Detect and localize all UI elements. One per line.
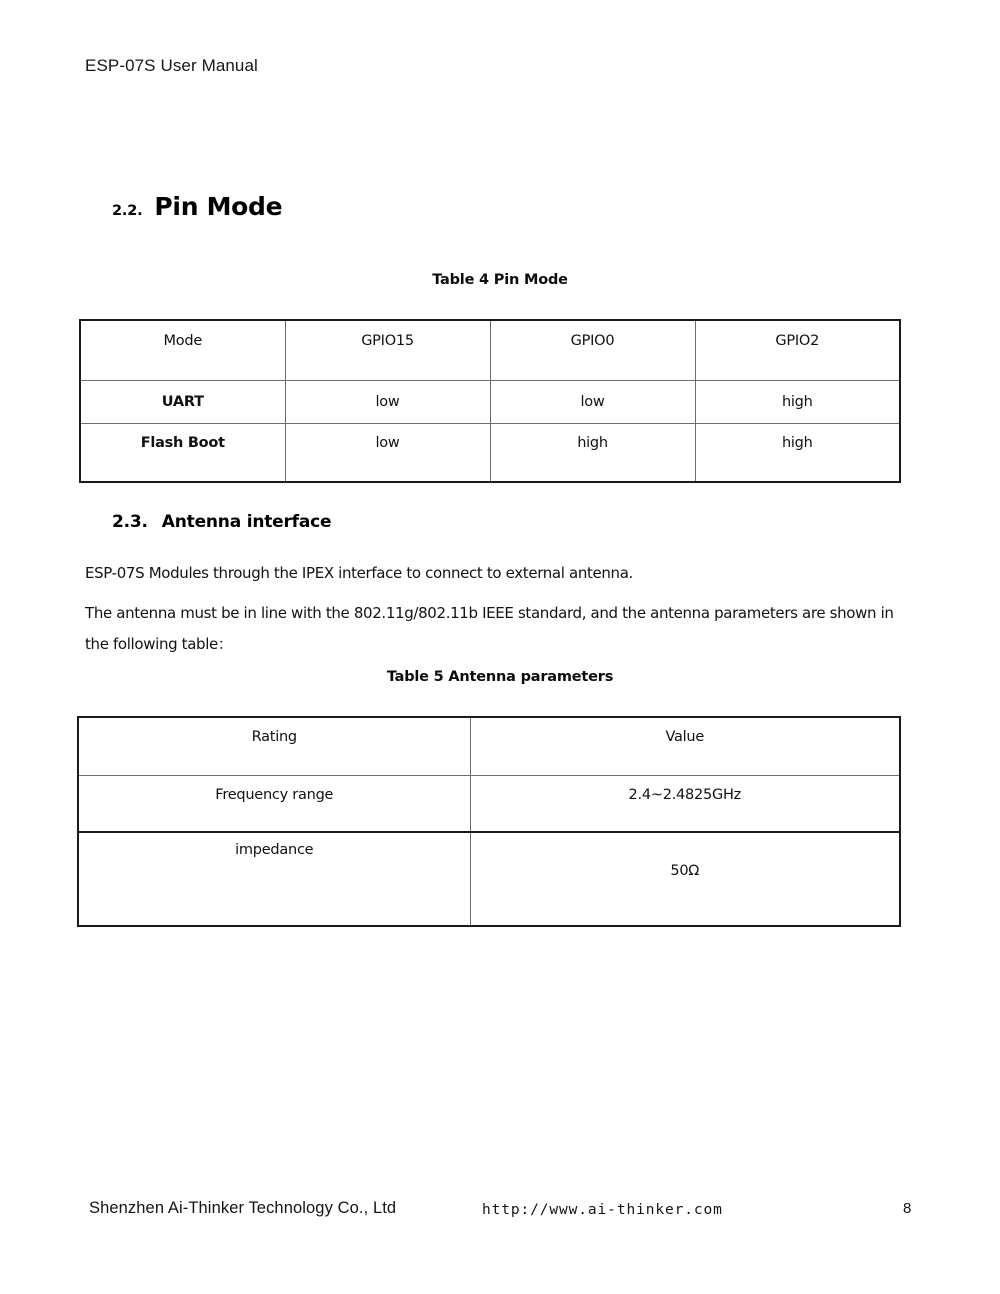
cell-gpio2: high <box>695 424 900 483</box>
table-pin-mode <box>79 319 901 483</box>
footer-page-number: 8 <box>903 1200 912 1217</box>
paragraph-antenna-standard: The antenna must be in line with the 802.11g/802.11b IEEE standard, and the antenna parameters are shown in the following table： <box>85 604 894 653</box>
footer-website-url[interactable]: http://www.ai-thinker.com <box>482 1202 723 1218</box>
column-header-gpio15: GPIO15 <box>285 320 490 381</box>
section-number-22: 2.2. <box>112 203 143 219</box>
cell-value: 2.4~2.4825GHz <box>470 776 900 833</box>
cell-value: 50Ω <box>470 832 900 926</box>
section-heading-pin-mode <box>112 192 282 221</box>
section-title-antenna: Antenna interface <box>161 512 332 532</box>
section-number-23: 2.3. <box>112 512 148 532</box>
paragraph-antenna-intro: ESP-07S Modules through the IPEX interface to connect to external antenna. <box>85 564 633 582</box>
column-header-gpio0: GPIO0 <box>490 320 695 381</box>
column-header-mode: Mode <box>80 320 285 381</box>
table-row <box>80 381 900 424</box>
cell-mode: Flash Boot <box>80 424 285 483</box>
cell-rating: impedance <box>78 832 470 926</box>
table-row-header <box>78 717 900 776</box>
table-caption-pin-mode: Table 4 Pin Mode <box>432 272 568 288</box>
table-row <box>78 832 900 926</box>
table-caption-antenna: Table 5 Antenna parameters <box>386 669 614 685</box>
cell-gpio15: low <box>285 424 490 483</box>
cell-rating: Frequency range <box>78 776 470 833</box>
section-heading-antenna <box>112 512 331 532</box>
cell-gpio15: low <box>285 381 490 424</box>
cell-gpio0: low <box>490 381 695 424</box>
running-header: ESP-07S User Manual <box>85 56 258 75</box>
cell-mode: UART <box>80 381 285 424</box>
column-header-gpio2: GPIO2 <box>695 320 900 381</box>
cell-gpio2: high <box>695 381 900 424</box>
table-row <box>78 776 900 833</box>
column-header-rating: Rating <box>78 717 470 776</box>
table-antenna-parameters <box>77 716 901 927</box>
section-title-pin-mode: Pin Mode <box>154 192 283 221</box>
table-row-header <box>80 320 900 381</box>
cell-gpio0: high <box>490 424 695 483</box>
column-header-value: Value <box>470 717 900 776</box>
table-row <box>80 424 900 483</box>
footer-company-name: Shenzhen Ai-Thinker Technology Co., Ltd <box>89 1199 397 1217</box>
